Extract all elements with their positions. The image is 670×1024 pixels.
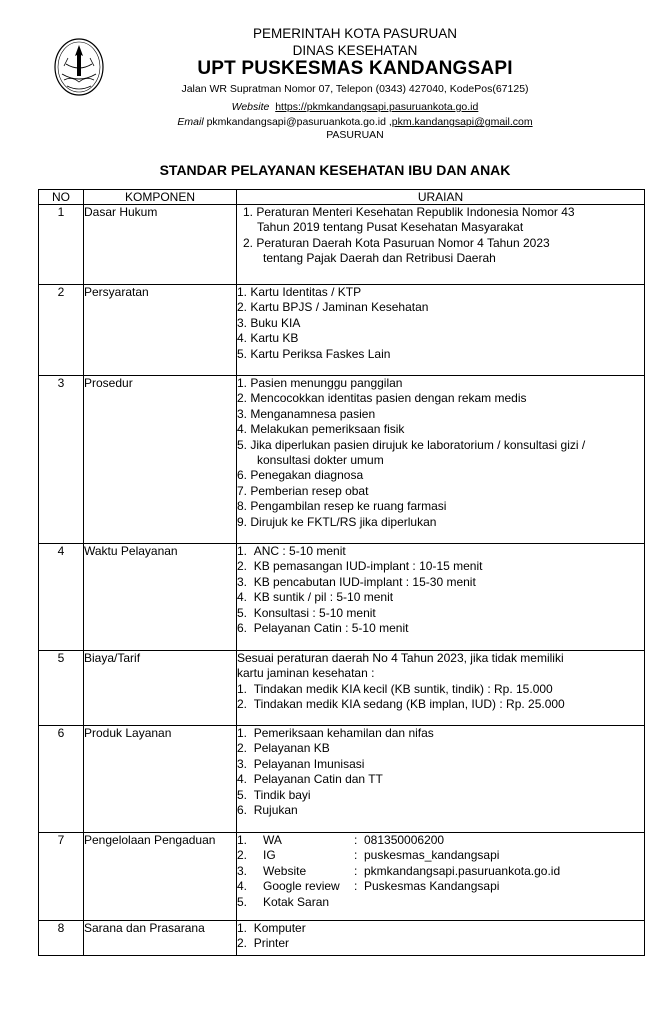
list-item bbox=[237, 300, 644, 315]
row-description bbox=[237, 285, 645, 376]
item-number: 1. bbox=[237, 726, 248, 740]
contact-row bbox=[237, 833, 560, 848]
contact-sep: : bbox=[354, 863, 358, 878]
list-item bbox=[237, 772, 644, 787]
item-number: 2. bbox=[237, 741, 248, 756]
contact-label: IG bbox=[263, 848, 276, 863]
contact-value: pkmkandangsapi.pasuruankota.go.id bbox=[364, 863, 561, 878]
list-item bbox=[237, 621, 644, 636]
email-separator: , bbox=[385, 116, 392, 128]
department-name: DINAS KESEHATAN bbox=[292, 43, 418, 58]
email-link-2[interactable]: pkm.kandangsapi@gmail.com bbox=[391, 116, 533, 128]
email-line bbox=[120, 116, 590, 128]
item-number: 2. bbox=[237, 848, 248, 863]
item-text: Buku KIA bbox=[250, 315, 301, 330]
row-component: Waktu Pelayanan bbox=[84, 544, 237, 651]
list-item bbox=[237, 726, 644, 741]
contact-row bbox=[237, 848, 560, 863]
row-component: Persyaratan bbox=[84, 285, 237, 376]
service-standard-table bbox=[38, 189, 645, 956]
row-description bbox=[237, 726, 645, 833]
list-item bbox=[237, 697, 644, 712]
table-row bbox=[39, 651, 645, 726]
row-number: 4 bbox=[39, 544, 84, 651]
item-number: 8. bbox=[237, 499, 248, 514]
row-description bbox=[237, 651, 645, 726]
item-text: Tindakan medik KIA kecil (KB suntik, tindik) : Rp. 15.000 bbox=[253, 681, 553, 696]
item-number: 3. bbox=[237, 574, 248, 589]
contact-value: Puskesmas Kandangsapi bbox=[364, 879, 500, 894]
list-item bbox=[237, 544, 644, 559]
table-row bbox=[39, 726, 645, 833]
email-label: Email bbox=[177, 116, 204, 128]
institution-name: UPT PUSKESMAS KANDANGSAPI bbox=[197, 58, 513, 79]
item-text: KB pemasangan IUD-implant : 10-15 menit bbox=[253, 559, 483, 574]
list-item bbox=[237, 331, 644, 346]
list-item bbox=[237, 936, 644, 951]
contact-label: Google review bbox=[263, 879, 340, 894]
list-item bbox=[237, 682, 644, 697]
item-number: 1. bbox=[237, 285, 248, 299]
row-component: Pengelolaan Pengaduan bbox=[84, 833, 237, 921]
item-text: Pemberian resep obat bbox=[250, 483, 369, 498]
item-text: Kartu BPJS / Jaminan Kesehatan bbox=[250, 300, 429, 315]
item-text: Melakukan pemeriksaan fisik bbox=[250, 422, 405, 437]
gov-name: PEMERINTAH KOTA PASURUAN bbox=[252, 26, 458, 41]
row-description bbox=[237, 376, 645, 544]
item-text-cont: konsultasi dokter umum bbox=[257, 453, 384, 468]
list-item bbox=[237, 499, 644, 514]
item-text: Printer bbox=[253, 936, 290, 951]
item-number: 6. bbox=[237, 468, 248, 483]
item-number: 2. bbox=[243, 235, 254, 250]
row-component: Produk Layanan bbox=[84, 726, 237, 833]
item-number: 4. bbox=[237, 331, 248, 346]
row-number: 5 bbox=[39, 651, 84, 726]
row-number: 6 bbox=[39, 726, 84, 833]
list-item bbox=[237, 316, 644, 331]
item-text-cont: tentang Pajak Daerah dan Retribusi Daerah bbox=[263, 251, 496, 266]
contact-row bbox=[237, 864, 560, 879]
list-item bbox=[237, 347, 644, 362]
row-component: Dasar Hukum bbox=[84, 205, 237, 285]
item-text: Pengambilan resep ke ruang farmasi bbox=[250, 499, 447, 514]
item-number: 4. bbox=[237, 590, 248, 605]
table-row bbox=[39, 921, 645, 956]
item-number: 1. bbox=[237, 681, 248, 696]
item-number: 7. bbox=[237, 483, 248, 498]
item-number: 4. bbox=[237, 772, 248, 787]
item-text: ANC : 5-10 menit bbox=[253, 544, 346, 558]
contact-sep: : bbox=[354, 848, 358, 863]
contact-sep: : bbox=[354, 833, 358, 847]
item-text: Mencocokkan identitas pasien dengan rekam medis bbox=[250, 391, 527, 406]
item-text: Jika diperlukan pasien dirujuk ke laboratorium / konsultasi gizi / bbox=[250, 437, 586, 452]
row-number: 7 bbox=[39, 833, 84, 921]
item-text: Kartu Identitas / KTP bbox=[250, 285, 362, 299]
list-item bbox=[243, 205, 644, 220]
contact-label: Kotak Saran bbox=[263, 894, 330, 909]
list-item bbox=[237, 803, 644, 818]
list-item bbox=[243, 236, 644, 251]
item-number: 5. bbox=[237, 894, 248, 909]
item-text: Kartu KB bbox=[250, 331, 299, 346]
item-text: Pelayanan Catin dan TT bbox=[253, 772, 383, 787]
item-text: Penegakan diagnosa bbox=[250, 468, 364, 483]
item-number: 2. bbox=[237, 300, 248, 315]
row-number: 3 bbox=[39, 376, 84, 544]
item-text: KB suntik / pil : 5-10 menit bbox=[253, 590, 394, 605]
list-item bbox=[237, 422, 644, 437]
complaint-contacts bbox=[237, 833, 560, 910]
item-text-cont: Tahun 2019 tentang Pusat Kesehatan Masyarakat bbox=[257, 220, 524, 235]
list-item bbox=[237, 407, 644, 422]
contact-sep: : bbox=[354, 879, 358, 894]
row-description bbox=[237, 833, 645, 921]
item-text: Kartu Periksa Faskes Lain bbox=[250, 346, 391, 361]
address-line: Jalan WR Supratman Nomor 07, Telepon (0343) 427040, KodePos(67125) bbox=[181, 83, 529, 95]
item-number: 4. bbox=[237, 879, 248, 894]
list-item bbox=[237, 438, 644, 453]
row-number: 1 bbox=[39, 205, 84, 285]
item-text: Rujukan bbox=[253, 803, 298, 818]
item-number: 2. bbox=[237, 697, 248, 712]
list-item bbox=[237, 741, 644, 756]
item-number: 1. bbox=[243, 205, 254, 219]
email-link-1[interactable]: pkmkandangsapi@pasuruankota.go.id bbox=[206, 116, 386, 128]
item-number: 1. bbox=[237, 921, 248, 935]
item-text: Tindik bayi bbox=[253, 787, 311, 802]
list-item bbox=[237, 468, 644, 483]
item-number: 2. bbox=[237, 559, 248, 574]
list-item bbox=[237, 590, 644, 605]
item-text: KB pencabutan IUD-implant : 15-30 menit bbox=[253, 574, 476, 589]
item-number: 5. bbox=[237, 346, 248, 361]
header-komponen: KOMPONEN bbox=[84, 190, 237, 205]
item-number: 6. bbox=[237, 803, 248, 818]
document-title: STANDAR PELAYANAN KESEHATAN IBU DAN ANAK bbox=[159, 162, 511, 178]
item-number: 4. bbox=[237, 422, 248, 437]
tariff-intro: Sesuai peraturan daerah No 4 Tahun 2023, jika tidak memiliki bbox=[237, 651, 564, 665]
row-number: 2 bbox=[39, 285, 84, 376]
list-item bbox=[237, 391, 644, 406]
item-number: 2. bbox=[237, 936, 248, 951]
item-number: 5. bbox=[237, 437, 248, 452]
item-text: Pasien menunggu panggilan bbox=[250, 376, 403, 390]
item-number: 3. bbox=[237, 756, 248, 771]
list-item bbox=[237, 515, 644, 530]
item-text: Pelayanan Catin : 5-10 menit bbox=[253, 621, 409, 636]
row-component: Sarana dan Prasarana bbox=[84, 921, 237, 956]
item-text: Konsultasi : 5-10 menit bbox=[253, 605, 376, 620]
tariff-intro-cont: kartu jaminan kesehatan : bbox=[237, 666, 375, 681]
item-text: Pelayanan Imunisasi bbox=[253, 756, 365, 771]
item-text: Menganamnesa pasien bbox=[250, 406, 376, 421]
contact-value: puskesmas_kandangsapi bbox=[364, 848, 500, 863]
item-number: 3. bbox=[237, 315, 248, 330]
item-text: Komputer bbox=[253, 921, 306, 935]
row-component: Biaya/Tarif bbox=[84, 651, 237, 726]
item-text: Pelayanan KB bbox=[253, 741, 330, 756]
city-line: PASURUAN bbox=[326, 129, 384, 141]
row-description bbox=[237, 205, 645, 285]
item-text: Pemeriksaan kehamilan dan nifas bbox=[253, 726, 434, 740]
item-text: Peraturan Daerah Kota Pasuruan Nomor 4 Tahun 2023 bbox=[256, 235, 550, 250]
item-number: 9. bbox=[237, 514, 248, 529]
website-line bbox=[120, 101, 590, 113]
item-number: 2. bbox=[237, 391, 248, 406]
list-item bbox=[237, 921, 644, 936]
contact-value: 081350006200 bbox=[364, 833, 445, 847]
row-description bbox=[237, 544, 645, 651]
website-link[interactable]: https://pkmkandangsapi.pasuruankota.go.id bbox=[275, 101, 479, 113]
list-item bbox=[237, 575, 644, 590]
item-number: 1. bbox=[237, 376, 248, 390]
table-row bbox=[39, 205, 645, 285]
table-row bbox=[39, 376, 645, 544]
row-description bbox=[237, 921, 645, 956]
website-label: Website bbox=[231, 101, 270, 113]
header-uraian: URAIAN bbox=[237, 190, 645, 205]
item-number: 3. bbox=[237, 863, 248, 878]
item-text: Peraturan Menteri Kesehatan Republik Indonesia Nomor 43 bbox=[256, 205, 575, 219]
contact-label: WA bbox=[263, 833, 282, 847]
table-row bbox=[39, 285, 645, 376]
row-number: 8 bbox=[39, 921, 84, 956]
list-item bbox=[237, 606, 644, 621]
item-text: Tindakan medik KIA sedang (KB implan, IUD) : Rp. 25.000 bbox=[253, 697, 565, 712]
item-number: 1. bbox=[237, 833, 248, 847]
contact-row bbox=[237, 895, 560, 910]
list-item bbox=[237, 484, 644, 499]
item-number: 3. bbox=[237, 406, 248, 421]
item-number: 1. bbox=[237, 544, 248, 558]
list-item-cont bbox=[237, 453, 644, 468]
item-text: Dirujuk ke FKTL/RS jika diperlukan bbox=[250, 514, 437, 529]
table-row bbox=[39, 544, 645, 651]
list-item bbox=[237, 757, 644, 772]
contact-label: Website bbox=[263, 863, 307, 878]
contact-row bbox=[237, 879, 560, 894]
table-header-row bbox=[39, 190, 645, 205]
list-item-cont bbox=[243, 220, 644, 235]
table-row bbox=[39, 833, 645, 921]
list-item bbox=[237, 559, 644, 574]
list-item bbox=[237, 285, 644, 300]
header-no: NO bbox=[39, 190, 84, 205]
pasuruan-city-emblem-icon bbox=[52, 36, 106, 102]
row-component: Prosedur bbox=[84, 376, 237, 544]
list-item bbox=[237, 376, 644, 391]
item-number: 5. bbox=[237, 605, 248, 620]
list-item-cont bbox=[243, 251, 644, 266]
item-number: 6. bbox=[237, 621, 248, 636]
list-item bbox=[237, 788, 644, 803]
item-number: 5. bbox=[237, 787, 248, 802]
